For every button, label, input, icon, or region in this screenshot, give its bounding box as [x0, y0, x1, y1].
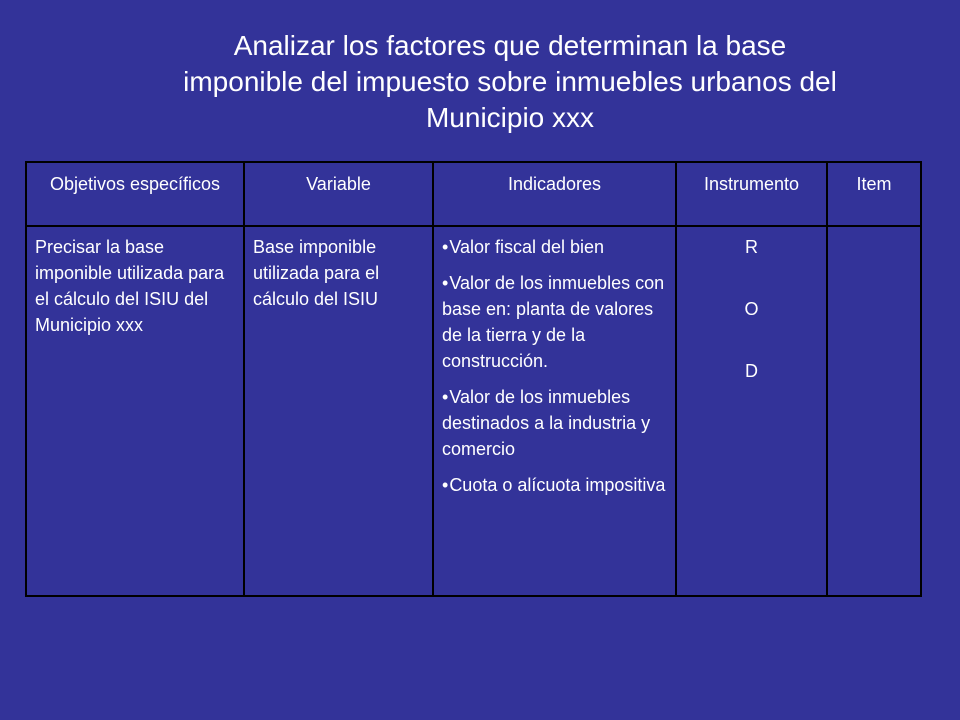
header-item: Item	[827, 162, 921, 226]
bullet-icon: •	[442, 475, 449, 495]
header-objetivos: Objetivos específicos	[26, 162, 244, 226]
table-row	[26, 226, 921, 596]
cell-instrumento	[676, 226, 827, 596]
indicator-text: Cuota o alícuota impositiva	[449, 475, 666, 495]
indicator-text: Valor de los inmuebles con base en: planta de valores de la tierra y de la construcción.	[442, 273, 665, 371]
indicator-text: Valor fiscal del bien	[449, 237, 605, 257]
header-indicadores: Indicadores	[433, 162, 676, 226]
cell-variable: Base imponible utilizada para el cálculo del ISIU	[244, 226, 433, 596]
instrument-letter: O	[744, 299, 759, 319]
bullet-icon: •	[442, 273, 449, 293]
header-variable: Variable	[244, 162, 433, 226]
indicator-item	[442, 384, 667, 462]
cell-item	[827, 226, 921, 596]
indicator-item	[442, 472, 667, 498]
instrument-letter: D	[745, 361, 758, 381]
title-line-1: Analizar los factores que determinan la base	[233, 30, 787, 61]
indicator-item	[442, 234, 667, 260]
title-line-2: imponible del impuesto sobre inmuebles urbanos del	[183, 66, 837, 97]
indicator-text: Valor de los inmuebles destinados a la industria y comercio	[442, 387, 651, 459]
instrument-letter: R	[745, 237, 758, 257]
cell-indicadores	[433, 226, 676, 596]
table-header-row	[26, 162, 921, 226]
bullet-icon: •	[442, 237, 449, 257]
indicator-list	[442, 234, 667, 498]
cell-objetivo: Precisar la base imponible utilizada para el cálculo del ISIU del Municipio xxx	[26, 226, 244, 596]
header-instrumento: Instrumento	[676, 162, 827, 226]
operationalization-table	[25, 161, 922, 597]
indicator-item	[442, 270, 667, 374]
title-line-3: Municipio xxx	[425, 102, 595, 133]
bullet-icon: •	[442, 387, 449, 407]
slide-title	[120, 28, 900, 136]
